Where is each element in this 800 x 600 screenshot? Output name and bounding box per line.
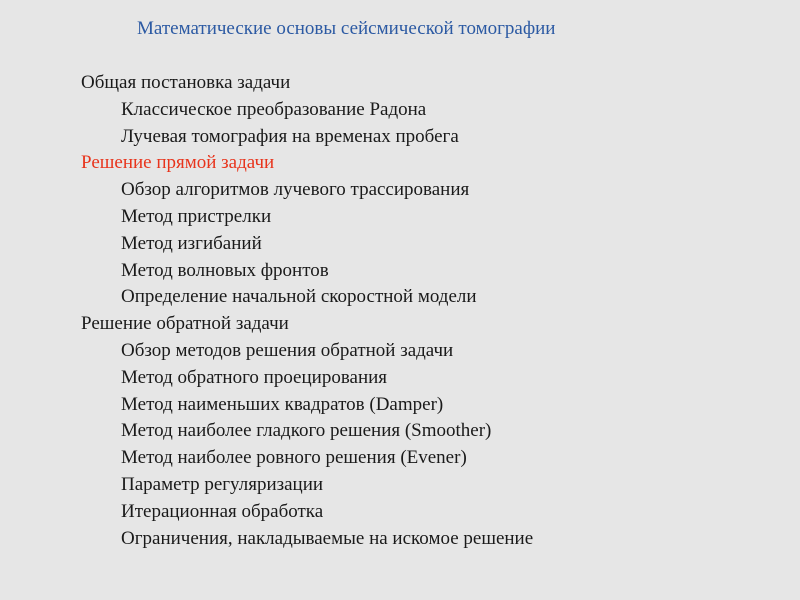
- section-3-item-5: Метод наиболее ровного решения (Evener): [121, 447, 467, 469]
- slide-title: Математические основы сейсмической томографии: [137, 18, 556, 39]
- section-1-heading: Общая постановка задачи: [81, 72, 291, 93]
- section-1-item-2: Лучевая томография на временах пробега: [121, 125, 459, 147]
- section-1-item-1: Классическое преобразование Радона: [121, 98, 427, 120]
- section-2-item-5: Определение начальной скоростной модели: [121, 286, 477, 308]
- section-3-item-1: Обзор методов решения обратной задачи: [121, 339, 454, 361]
- outline-list: [81, 70, 533, 552]
- section-3-item-6: Параметр регуляризации: [121, 473, 324, 495]
- section-2-heading: Решение прямой задачи: [81, 152, 275, 174]
- section-2-item-4: Метод волновых фронтов: [121, 259, 329, 281]
- section-3-item-3: Метод наименьших квадратов (Damper): [121, 393, 444, 415]
- section-2-item-1: Обзор алгоритмов лучевого трассирования: [121, 179, 470, 201]
- section-3-item-8: Ограничения, накладываемые на искомое решение: [121, 527, 534, 549]
- section-2-item-3: Метод изгибаний: [121, 232, 262, 254]
- section-3-item-2: Метод обратного проецирования: [121, 366, 388, 388]
- section-3-heading: Решение обратной задачи: [81, 313, 289, 335]
- section-3-item-7: Итерационная обработка: [121, 500, 324, 522]
- section-2-item-2: Метод пристрелки: [121, 205, 272, 227]
- section-3-item-4: Метод наиболее гладкого решения (Smoother): [121, 420, 492, 442]
